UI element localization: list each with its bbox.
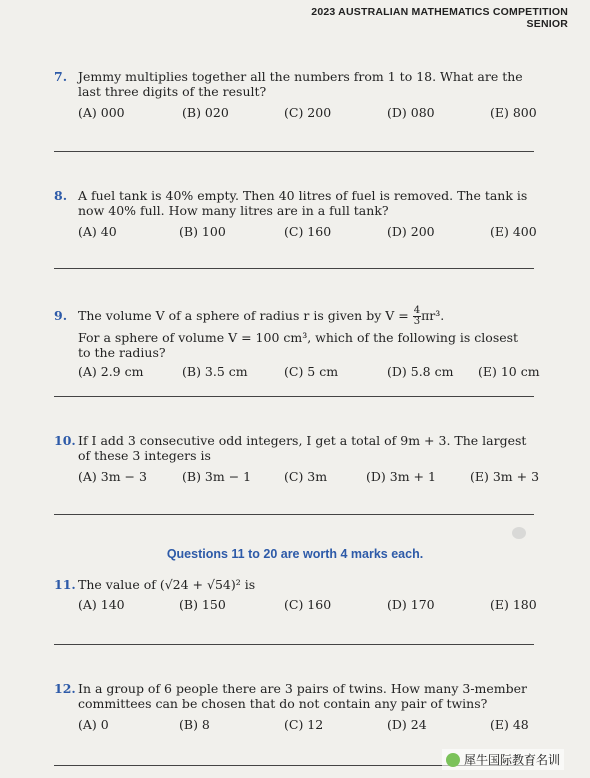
answer-options <box>54 364 540 382</box>
question-text: The value of (√24 + √54)² is <box>78 577 256 592</box>
question-number: 8. <box>54 188 68 203</box>
page-header <box>311 6 568 30</box>
answer-options <box>54 469 540 487</box>
option-c[interactable]: (C) 160 <box>284 224 332 239</box>
divider <box>54 644 534 645</box>
option-d[interactable]: (D) 24 <box>387 717 427 732</box>
divider <box>54 514 534 515</box>
option-e[interactable]: (E) 400 <box>490 224 537 239</box>
divider <box>54 268 534 269</box>
option-b[interactable]: (B) 020 <box>182 105 229 120</box>
section-heading: Questions 11 to 20 are worth 4 marks each. <box>166 547 424 561</box>
watermark-text: 犀牛国际教育名训 <box>463 753 560 767</box>
divider <box>54 151 534 152</box>
option-b[interactable]: (B) 3m − 1 <box>182 469 252 484</box>
question-number: 7. <box>54 69 68 84</box>
option-c[interactable]: (C) 5 cm <box>284 364 339 379</box>
option-b[interactable]: (B) 8 <box>179 717 210 732</box>
option-b[interactable]: (B) 150 <box>179 597 226 612</box>
question-text: In a group of 6 people there are 3 pairs of twins. How many 3-member committees can be chosen that do not contain any pair of twins? <box>78 681 528 711</box>
watermark <box>442 749 564 770</box>
question-number: 10. <box>54 433 76 448</box>
divider <box>54 396 534 397</box>
answer-options <box>54 717 534 735</box>
question-text: Jemmy multiplies together all the numbers from 1 to 18. What are the last three digits of the result? <box>78 69 523 99</box>
question-11 <box>54 577 537 615</box>
option-a[interactable]: (A) 40 <box>78 224 117 239</box>
option-a[interactable]: (A) 0 <box>78 717 109 732</box>
smudge-mark <box>512 527 526 539</box>
question-7 <box>54 69 537 123</box>
option-c[interactable]: (C) 12 <box>284 717 324 732</box>
option-e[interactable]: (E) 3m + 3 <box>470 469 540 484</box>
question-number: 11. <box>54 577 76 592</box>
question-9 <box>54 305 540 382</box>
answer-options <box>54 105 537 123</box>
question-8 <box>54 188 537 242</box>
option-b[interactable]: (B) 3.5 cm <box>182 364 248 379</box>
option-b[interactable]: (B) 100 <box>179 224 226 239</box>
option-a[interactable]: (A) 2.9 cm <box>78 364 144 379</box>
fraction-denominator: 3 <box>413 316 421 327</box>
fraction <box>413 306 421 327</box>
question-text <box>78 306 534 327</box>
question-number: 9. <box>54 308 68 323</box>
question-text-line-2: For a sphere of volume V = 100 cm³, which of the following is closest to the radius? <box>78 330 519 360</box>
option-e[interactable]: (E) 10 cm <box>478 364 540 379</box>
question-text: A fuel tank is 40% empty. Then 40 litres of fuel is removed. The tank is now 40% full. How many litres are in a full tank? <box>78 188 528 218</box>
question-text-part-a: The volume V of a sphere of radius r is given by V = <box>78 308 409 323</box>
question-12 <box>54 681 534 735</box>
option-e[interactable]: (E) 48 <box>490 717 529 732</box>
wechat-icon <box>446 753 460 767</box>
option-e[interactable]: (E) 180 <box>490 597 537 612</box>
option-c[interactable]: (C) 160 <box>284 597 332 612</box>
fraction-numerator: 4 <box>413 305 421 316</box>
question-10 <box>54 433 540 487</box>
option-a[interactable]: (A) 000 <box>78 105 125 120</box>
option-d[interactable]: (D) 3m + 1 <box>366 469 436 484</box>
question-text: If I add 3 consecutive odd integers, I get a total of 9m + 3. The largest of these 3 integers is <box>78 433 527 463</box>
option-a[interactable]: (A) 3m − 3 <box>78 469 147 484</box>
question-text-part-b: πr³. <box>421 308 445 323</box>
option-d[interactable]: (D) 5.8 cm <box>387 364 454 379</box>
option-c[interactable]: (C) 200 <box>284 105 332 120</box>
option-d[interactable]: (D) 080 <box>387 105 435 120</box>
answer-options <box>54 224 537 242</box>
option-c[interactable]: (C) 3m <box>284 469 328 484</box>
competition-title: 2023 AUSTRALIAN MATHEMATICS COMPETITION <box>311 6 568 18</box>
option-e[interactable]: (E) 800 <box>490 105 537 120</box>
option-d[interactable]: (D) 200 <box>387 224 435 239</box>
division-label: SENIOR <box>526 18 568 30</box>
option-a[interactable]: (A) 140 <box>78 597 125 612</box>
question-number: 12. <box>54 681 76 696</box>
option-d[interactable]: (D) 170 <box>387 597 435 612</box>
answer-options <box>54 597 537 615</box>
